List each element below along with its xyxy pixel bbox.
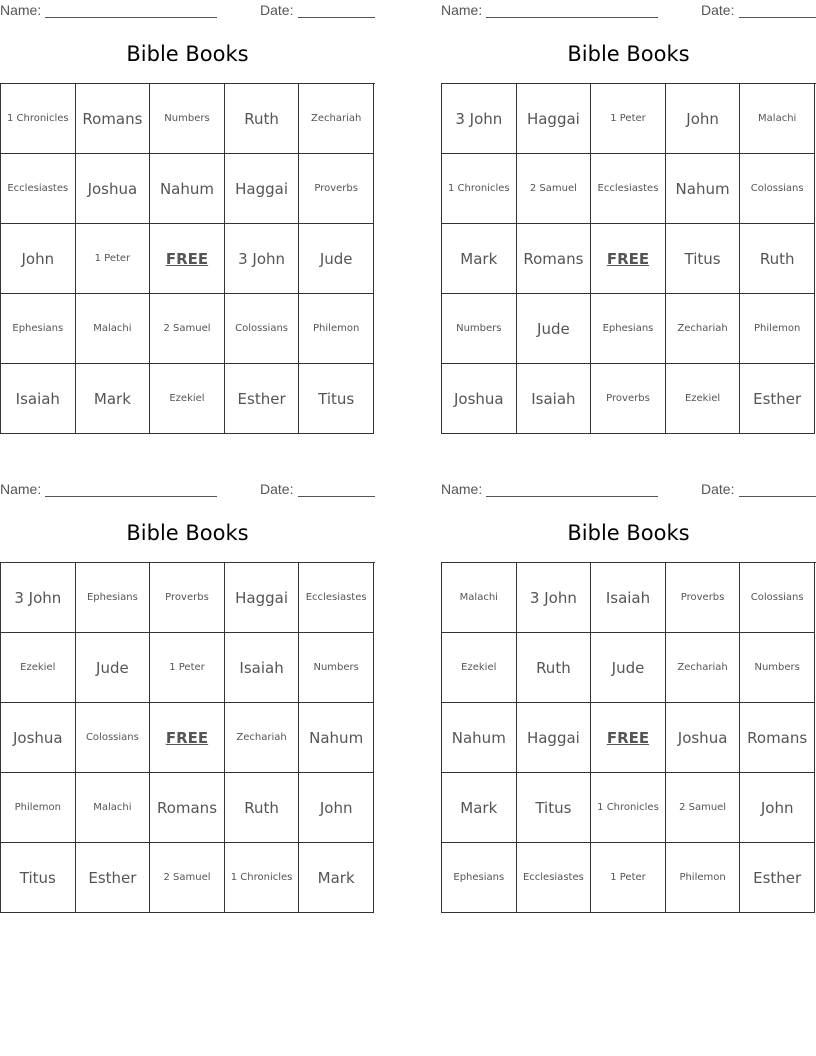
bingo-cell: John — [1, 224, 76, 294]
bingo-cell: 2 Samuel — [150, 843, 225, 913]
bingo-cell: Ruth — [740, 224, 815, 294]
bingo-cell: Mark — [442, 224, 517, 294]
date-label: Date: — [260, 2, 294, 18]
bingo-cell: Nahum — [666, 154, 741, 224]
name-label: Name: — [0, 2, 42, 18]
bingo-cell: Joshua — [666, 703, 741, 773]
bingo-cell: Titus — [299, 364, 374, 434]
card-title: Bible Books — [126, 42, 249, 66]
bingo-cell: Philemon — [1, 773, 76, 843]
bingo-cell: Proverbs — [591, 364, 666, 434]
free-space-cell: FREE — [150, 224, 225, 294]
bingo-cell: Numbers — [150, 84, 225, 154]
card-title: Bible Books — [567, 42, 690, 66]
name-label: Name: — [0, 481, 42, 497]
bingo-cell: Ezekiel — [150, 364, 225, 434]
date-label: Date: — [260, 481, 294, 497]
bingo-cell: Esther — [76, 843, 151, 913]
free-space-cell: FREE — [591, 224, 666, 294]
bingo-cell: Zechariah — [666, 633, 741, 703]
bingo-cell: Ephesians — [591, 294, 666, 364]
bingo-cell: 1 Chronicles — [591, 773, 666, 843]
bingo-cell: Colossians — [740, 563, 815, 633]
bingo-cell: Haggai — [225, 154, 300, 224]
bingo-cell: Ruth — [225, 773, 300, 843]
bingo-grid — [441, 83, 816, 434]
bingo-cell: Joshua — [1, 703, 76, 773]
bingo-cell: Ephesians — [76, 563, 151, 633]
name-blank-line — [45, 496, 217, 497]
bingo-cell: Ecclesiastes — [1, 154, 76, 224]
name-blank-line — [486, 17, 658, 18]
bingo-cell: 1 Chronicles — [1, 84, 76, 154]
bingo-cell: John — [666, 84, 741, 154]
bingo-grid — [0, 562, 375, 913]
bingo-cell: Numbers — [740, 633, 815, 703]
name-blank-line — [45, 17, 217, 18]
bingo-cell: Ecclesiastes — [517, 843, 592, 913]
bingo-grid — [441, 562, 816, 913]
bingo-cell: Proverbs — [150, 563, 225, 633]
card-title: Bible Books — [126, 521, 249, 545]
bingo-cell: Zechariah — [666, 294, 741, 364]
bingo-cell: Jude — [299, 224, 374, 294]
name-date-header — [0, 479, 375, 501]
bingo-cell: Esther — [225, 364, 300, 434]
bingo-cell: Numbers — [299, 633, 374, 703]
bingo-cell: Colossians — [740, 154, 815, 224]
bingo-cell: John — [299, 773, 374, 843]
bingo-cell: Colossians — [225, 294, 300, 364]
bingo-cell: Ezekiel — [1, 633, 76, 703]
bingo-cell: Ecclesiastes — [299, 563, 374, 633]
date-blank-line — [298, 496, 375, 497]
date-blank-line — [739, 496, 816, 497]
free-space-cell: FREE — [591, 703, 666, 773]
date-blank-line — [298, 17, 375, 18]
bingo-cell: Malachi — [76, 294, 151, 364]
bingo-cell: John — [740, 773, 815, 843]
bingo-cell: Esther — [740, 843, 815, 913]
bingo-cell: Ephesians — [1, 294, 76, 364]
date-label: Date: — [701, 2, 735, 18]
bingo-cell: Haggai — [225, 563, 300, 633]
bingo-cell: 1 Peter — [76, 224, 151, 294]
bingo-grid — [0, 83, 375, 434]
bingo-cell: Romans — [517, 224, 592, 294]
bingo-cell: Zechariah — [299, 84, 374, 154]
card-title: Bible Books — [567, 521, 690, 545]
bingo-cell: Isaiah — [591, 563, 666, 633]
bingo-cell: Colossians — [76, 703, 151, 773]
bingo-cell: Haggai — [517, 84, 592, 154]
bingo-cell: Philemon — [299, 294, 374, 364]
bingo-cell: Ecclesiastes — [591, 154, 666, 224]
bingo-cell: 1 Chronicles — [225, 843, 300, 913]
bingo-cell: Jude — [76, 633, 151, 703]
bingo-cell: Jude — [517, 294, 592, 364]
name-date-header — [0, 0, 375, 22]
bingo-cell: Ruth — [225, 84, 300, 154]
bingo-cell: Romans — [76, 84, 151, 154]
bingo-cell: Ephesians — [442, 843, 517, 913]
bingo-cell: Zechariah — [225, 703, 300, 773]
bingo-cell: Joshua — [442, 364, 517, 434]
bingo-cell: 1 Peter — [591, 843, 666, 913]
bingo-cell: 2 Samuel — [666, 773, 741, 843]
bingo-cell: Mark — [442, 773, 517, 843]
bingo-cell: Numbers — [442, 294, 517, 364]
bingo-cell: 1 Peter — [591, 84, 666, 154]
date-label: Date: — [701, 481, 735, 497]
bingo-cell: Philemon — [666, 843, 741, 913]
bingo-cell: Jude — [591, 633, 666, 703]
name-label: Name: — [441, 481, 483, 497]
bingo-cell: Proverbs — [666, 563, 741, 633]
bingo-cell: Joshua — [76, 154, 151, 224]
bingo-cell: Romans — [740, 703, 815, 773]
name-label: Name: — [441, 2, 483, 18]
bingo-cell: Malachi — [740, 84, 815, 154]
bingo-cell: Isaiah — [517, 364, 592, 434]
bingo-cell: Titus — [1, 843, 76, 913]
bingo-cell: Titus — [517, 773, 592, 843]
bingo-cell: Ezekiel — [442, 633, 517, 703]
name-blank-line — [486, 496, 658, 497]
bingo-cell: 3 John — [442, 84, 517, 154]
bingo-cell: Isaiah — [225, 633, 300, 703]
date-blank-line — [739, 17, 816, 18]
bingo-cell: Malachi — [76, 773, 151, 843]
free-space-cell: FREE — [150, 703, 225, 773]
bingo-cell: Isaiah — [1, 364, 76, 434]
bingo-cell: Esther — [740, 364, 815, 434]
bingo-cell: Proverbs — [299, 154, 374, 224]
bingo-cell: 3 John — [1, 563, 76, 633]
bingo-cell: Philemon — [740, 294, 815, 364]
name-date-header — [441, 479, 816, 501]
bingo-cell: Mark — [76, 364, 151, 434]
bingo-cell: 3 John — [225, 224, 300, 294]
bingo-cell: 2 Samuel — [150, 294, 225, 364]
bingo-cell: 3 John — [517, 563, 592, 633]
bingo-cell: Romans — [150, 773, 225, 843]
bingo-cell: 1 Peter — [150, 633, 225, 703]
bingo-cell: Haggai — [517, 703, 592, 773]
bingo-cell: Nahum — [299, 703, 374, 773]
bingo-cell: 2 Samuel — [517, 154, 592, 224]
bingo-cell: Titus — [666, 224, 741, 294]
bingo-cell: Mark — [299, 843, 374, 913]
bingo-cell: Nahum — [150, 154, 225, 224]
bingo-cell: Ruth — [517, 633, 592, 703]
bingo-cell: 1 Chronicles — [442, 154, 517, 224]
bingo-cell: Ezekiel — [666, 364, 741, 434]
name-date-header — [441, 0, 816, 22]
bingo-cell: Malachi — [442, 563, 517, 633]
bingo-cell: Nahum — [442, 703, 517, 773]
